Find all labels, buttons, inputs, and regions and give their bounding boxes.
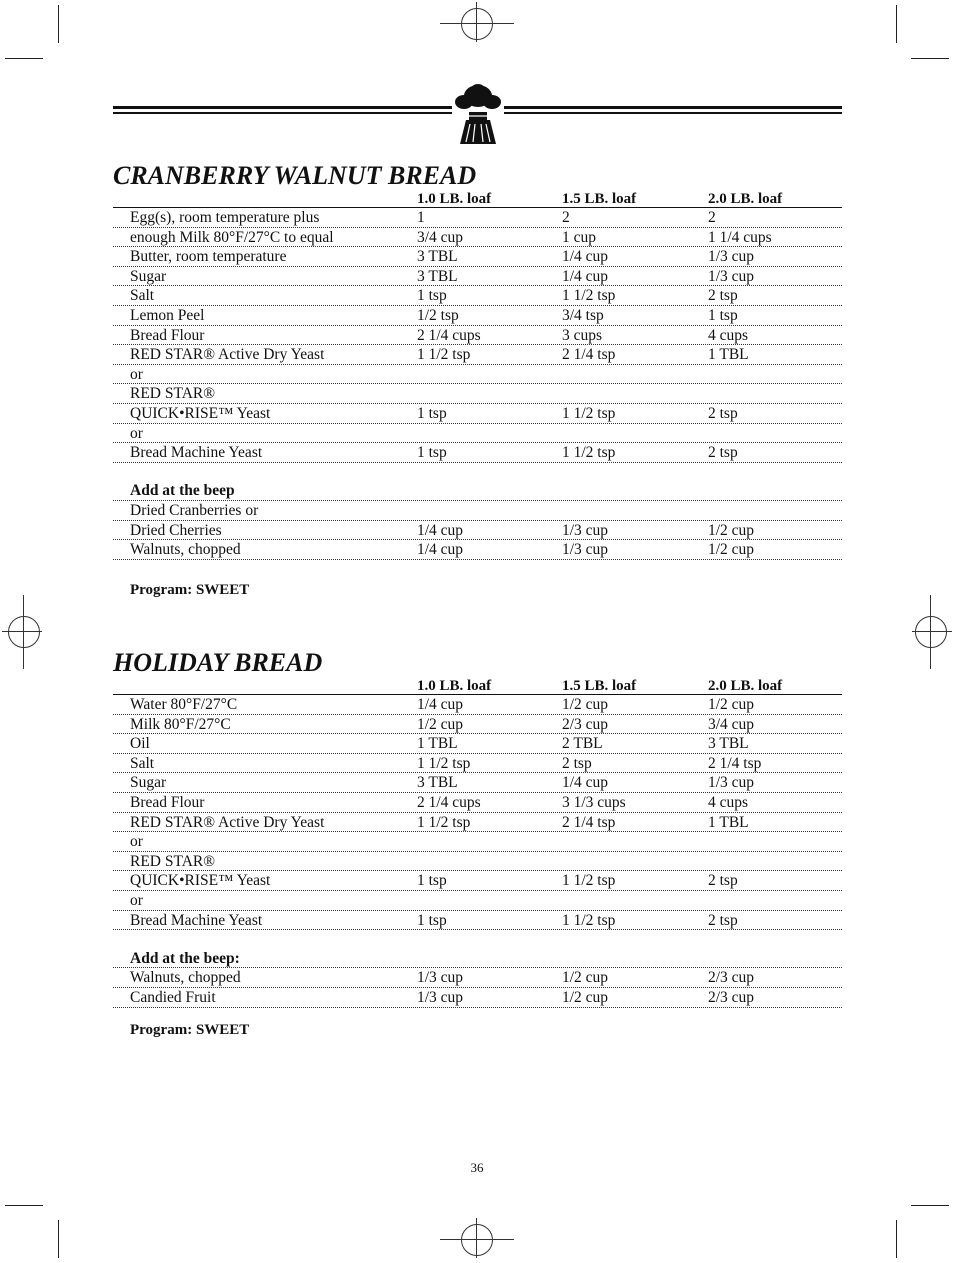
table-row <box>113 286 842 306</box>
ingredient-name: Bread Flour <box>130 793 205 811</box>
amount-2-0-lb: 1/3 cup <box>708 774 755 792</box>
table-row <box>113 968 842 988</box>
crop-mark <box>5 58 43 59</box>
ingredient-name: Bread Machine Yeast <box>130 444 263 462</box>
amount-2-0-lb: 2 tsp <box>708 872 738 890</box>
recipe-title: CRANBERRY WALNUT BREAD <box>113 161 477 190</box>
amount-2-0-lb: 1 TBL <box>708 346 749 364</box>
amount-2-0-lb: 1 tsp <box>708 306 738 324</box>
crop-mark <box>911 58 949 59</box>
wheat-sheaf-icon <box>452 84 504 146</box>
table-row <box>113 773 842 793</box>
amount-2-0-lb: 1/3 cup <box>708 248 755 266</box>
amount-1-5-lb: 3 cups <box>562 326 603 344</box>
table-row <box>113 326 842 346</box>
table-row <box>113 715 842 735</box>
table-row <box>113 384 842 404</box>
amount-1-5-lb: 2 1/4 tsp <box>562 346 616 364</box>
amount-1-5-lb: 1/4 cup <box>562 774 609 792</box>
ingredient-name: Sugar <box>130 774 167 792</box>
amount-2-0-lb: 2 tsp <box>708 404 738 422</box>
amount-2-0-lb: 1/2 cup <box>708 696 755 713</box>
amount-2-0-lb: 2/3 cup <box>708 988 755 1006</box>
add-at-beep-label: Add at the beep <box>130 482 235 500</box>
amount-1-0-lb: 1 TBL <box>417 735 458 753</box>
amount-2-0-lb: 3 TBL <box>708 735 749 753</box>
ingredient-name: Candied Fruit <box>130 988 216 1006</box>
table-row <box>113 871 842 891</box>
page-number: 36 <box>470 1160 484 1175</box>
amount-1-5-lb: 3/4 tsp <box>562 306 604 324</box>
amount-2-0-lb: 3/4 cup <box>708 715 755 733</box>
table-row <box>113 228 842 248</box>
table-header <box>113 676 842 695</box>
ingredient-name: Oil <box>130 735 150 753</box>
ingredient-name: Water 80°F/27°C <box>130 696 238 713</box>
amount-1-0-lb: 3 TBL <box>417 774 458 792</box>
amount-1-5-lb: 3 1/3 cups <box>562 793 626 811</box>
column-header: 1.0 LB. loaf <box>417 191 492 207</box>
ingredient-name: Egg(s), room temperature plus <box>130 209 320 226</box>
table-row <box>113 365 842 385</box>
amount-1-5-lb: 2 tsp <box>562 754 592 772</box>
add-at-beep-label-row <box>113 949 842 969</box>
ingredient-name: QUICK•RISE™ Yeast <box>130 872 271 890</box>
table-row <box>113 404 842 424</box>
column-header: 2.0 LB. loaf <box>708 678 783 694</box>
crop-mark <box>58 5 59 43</box>
ingredient-name: RED STAR® Active Dry Yeast <box>130 813 325 831</box>
column-header: 1.0 LB. loaf <box>417 678 492 694</box>
ingredient-name: Sugar <box>130 267 167 285</box>
ingredient-name: Salt <box>130 287 155 305</box>
amount-1-5-lb: 1 cup <box>562 228 597 246</box>
ingredient-name: Bread Machine Yeast <box>130 911 263 929</box>
amount-1-5-lb: 2/3 cup <box>562 715 609 733</box>
crop-mark <box>5 1205 43 1206</box>
amount-2-0-lb: 2 tsp <box>708 911 738 929</box>
column-header: 1.5 LB. loaf <box>562 678 637 694</box>
table-row <box>113 695 842 715</box>
crop-mark <box>911 1205 949 1206</box>
ingredient-name: Walnuts, chopped <box>130 969 241 987</box>
amount-1-5-lb: 1/4 cup <box>562 267 609 285</box>
amount-2-0-lb: 2 1/4 tsp <box>708 754 762 772</box>
amount-1-5-lb: 1/2 cup <box>562 988 609 1006</box>
ingredient-name: or <box>130 833 143 851</box>
beep-ingredient-table <box>113 501 842 560</box>
amount-2-0-lb: 1 TBL <box>708 813 749 831</box>
amount-1-5-lb: 2 TBL <box>562 735 603 753</box>
amount-1-0-lb: 1 tsp <box>417 444 447 462</box>
amount-1-5-lb: 1/2 cup <box>562 696 609 713</box>
ingredient-name: RED STAR® <box>130 852 216 870</box>
amount-2-0-lb: 2 <box>708 209 716 226</box>
amount-2-0-lb: 1/2 cup <box>708 541 755 559</box>
beep-ingredient-table <box>113 968 842 1007</box>
ingredient-name: Walnuts, chopped <box>130 541 241 559</box>
amount-1-5-lb: 1 1/2 tsp <box>562 444 616 462</box>
amount-1-0-lb: 3/4 cup <box>417 228 464 246</box>
ingredient-name: Dried Cherries <box>130 521 222 539</box>
amount-1-0-lb: 1 tsp <box>417 872 447 890</box>
crop-mark <box>896 1220 897 1258</box>
table-row <box>113 540 842 560</box>
amount-1-0-lb: 1 tsp <box>417 287 447 305</box>
ingredient-name: Lemon Peel <box>130 306 205 324</box>
table-row <box>113 988 842 1008</box>
amount-1-0-lb: 1 tsp <box>417 404 447 422</box>
amount-1-5-lb: 1/2 cup <box>562 969 609 987</box>
table-row <box>113 443 842 463</box>
table-row <box>113 754 842 774</box>
table-row <box>113 208 842 228</box>
table-row <box>113 813 842 833</box>
amount-1-5-lb: 1/3 cup <box>562 521 609 539</box>
table-row <box>113 247 842 267</box>
table-row <box>113 832 842 852</box>
amount-1-0-lb: 1/4 cup <box>417 521 464 539</box>
amount-2-0-lb: 2 tsp <box>708 444 738 462</box>
add-at-beep-label: Add at the beep: <box>130 949 240 967</box>
ingredient-name: or <box>130 424 143 442</box>
amount-1-5-lb: 1/4 cup <box>562 248 609 266</box>
ingredient-name: Butter, room temperature <box>130 248 287 266</box>
amount-1-0-lb: 1 1/2 tsp <box>417 813 471 831</box>
amount-1-0-lb: 1/3 cup <box>417 969 464 987</box>
table-row <box>113 891 842 911</box>
table-row <box>113 267 842 287</box>
amount-1-0-lb: 1/4 cup <box>417 696 464 713</box>
table-row <box>113 501 842 521</box>
amount-1-5-lb: 2 1/4 tsp <box>562 813 616 831</box>
amount-1-0-lb: 2 1/4 cups <box>417 793 481 811</box>
recipe-title: HOLIDAY BREAD <box>113 648 323 677</box>
amount-1-5-lb: 1 1/2 tsp <box>562 872 616 890</box>
amount-1-5-lb: 1 1/2 tsp <box>562 911 616 929</box>
amount-1-0-lb: 1 1/2 tsp <box>417 754 471 772</box>
amount-1-0-lb: 1/3 cup <box>417 988 464 1006</box>
amount-1-0-lb: 1/4 cup <box>417 541 464 559</box>
program-label: Program: SWEET <box>130 1021 250 1038</box>
recipe-holiday-bread <box>113 650 842 1039</box>
table-header <box>113 189 842 208</box>
amount-1-0-lb: 1/2 tsp <box>417 306 459 324</box>
ingredient-table <box>113 695 842 930</box>
amount-1-0-lb: 3 TBL <box>417 248 458 266</box>
amount-1-0-lb: 1 tsp <box>417 911 447 929</box>
table-row <box>113 424 842 444</box>
amount-1-0-lb: 1 1/2 tsp <box>417 346 471 364</box>
amount-1-5-lb: 1/3 cup <box>562 541 609 559</box>
program-label: Program: SWEET <box>130 581 250 598</box>
amount-1-0-lb: 1/2 cup <box>417 715 464 733</box>
ingredient-name: enough Milk 80°F/27°C to equal <box>130 228 334 246</box>
amount-1-5-lb: 2 <box>562 209 570 226</box>
table-row <box>113 793 842 813</box>
column-header: 2.0 LB. loaf <box>708 191 783 207</box>
ingredient-table <box>113 208 842 463</box>
amount-1-0-lb: 1 <box>417 209 425 226</box>
table-row <box>113 911 842 931</box>
ingredient-name: Dried Cranberries or <box>130 501 259 519</box>
ingredient-name: or <box>130 365 143 383</box>
amount-2-0-lb: 2/3 cup <box>708 969 755 987</box>
ingredient-name: or <box>130 891 143 909</box>
crop-mark <box>58 1220 59 1258</box>
amount-2-0-lb: 4 cups <box>708 326 749 344</box>
ingredient-name: Milk 80°F/27°C <box>130 715 231 733</box>
ingredient-name: RED STAR® Active Dry Yeast <box>130 346 325 364</box>
table-row <box>113 521 842 541</box>
table-row <box>113 734 842 754</box>
ingredient-name: QUICK•RISE™ Yeast <box>130 404 271 422</box>
ingredient-name: Bread Flour <box>130 326 205 344</box>
amount-1-5-lb: 1 1/2 tsp <box>562 287 616 305</box>
ingredient-name: RED STAR® <box>130 385 216 403</box>
amount-2-0-lb: 2 tsp <box>708 287 738 305</box>
amount-2-0-lb: 4 cups <box>708 793 749 811</box>
amount-1-0-lb: 2 1/4 cups <box>417 326 481 344</box>
add-at-beep-label-row <box>113 481 842 501</box>
crop-mark <box>896 5 897 43</box>
recipe-cranberry-walnut-bread <box>113 163 842 599</box>
amount-2-0-lb: 1/2 cup <box>708 521 755 539</box>
table-row <box>113 852 842 872</box>
table-row <box>113 306 842 326</box>
column-header: 1.5 LB. loaf <box>562 191 637 207</box>
amount-1-0-lb: 3 TBL <box>417 267 458 285</box>
amount-2-0-lb: 1/3 cup <box>708 267 755 285</box>
table-row <box>113 345 842 365</box>
ingredient-name: Salt <box>130 754 155 772</box>
amount-1-5-lb: 1 1/2 tsp <box>562 404 616 422</box>
amount-2-0-lb: 1 1/4 cups <box>708 228 772 246</box>
